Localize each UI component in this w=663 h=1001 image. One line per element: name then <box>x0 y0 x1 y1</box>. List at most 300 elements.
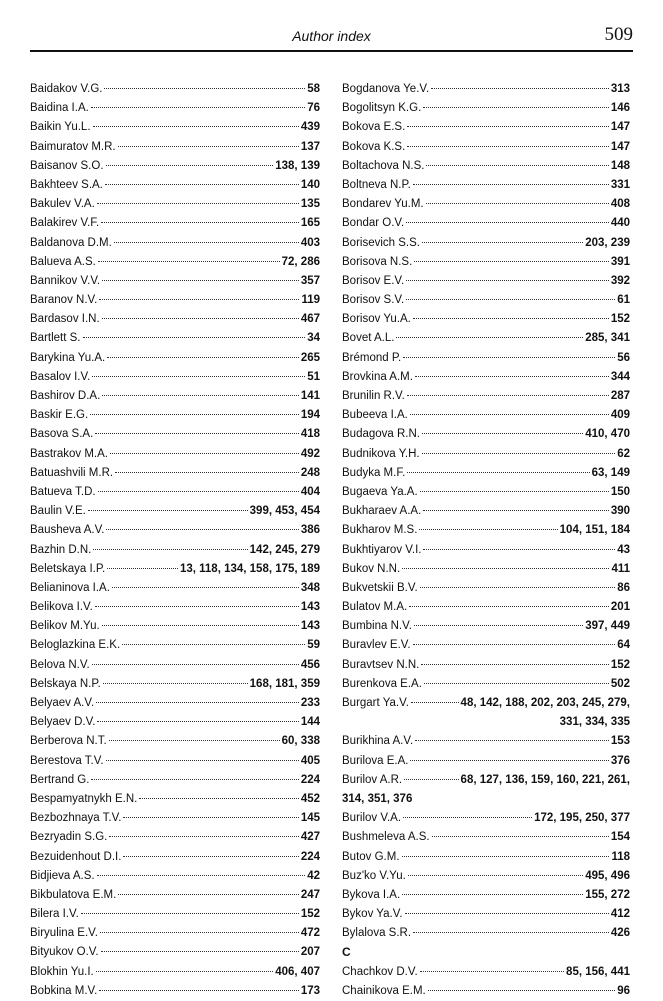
author-name: Bubeeva I.A. <box>342 409 408 422</box>
index-column-left <box>30 80 320 1001</box>
index-entry <box>342 406 630 425</box>
leader-dots <box>422 242 583 243</box>
leader-dots <box>95 606 299 607</box>
index-entry <box>30 848 320 867</box>
author-name: Bokova E.S. <box>342 121 406 134</box>
leader-dots <box>413 932 609 933</box>
author-name: Budnikova Y.H. <box>342 447 420 460</box>
page-references: 265 <box>300 351 320 364</box>
index-entry <box>30 368 320 387</box>
page-references: 403 <box>300 236 320 249</box>
author-name: Bobkina M.V. <box>30 984 98 997</box>
author-name: Bityukov O.V. <box>30 946 99 959</box>
page-references: 141 <box>300 390 320 402</box>
author-name: Burikhina A.V. <box>342 735 414 748</box>
page-references: 60, 338 <box>281 735 320 748</box>
author-name: Budyka M.F. <box>342 466 406 479</box>
page-references: 376 <box>610 754 630 767</box>
index-entry <box>30 445 320 464</box>
leader-dots <box>403 357 615 358</box>
index-entry <box>30 387 320 406</box>
header-rule <box>30 50 633 52</box>
leader-dots <box>92 664 299 665</box>
leader-dots <box>102 395 299 396</box>
leader-dots <box>432 836 609 837</box>
author-name: Bugaeva Ya.A. <box>342 485 418 498</box>
author-name: Brémond P. <box>342 351 402 364</box>
leader-dots <box>403 817 532 818</box>
page-references: 119 <box>301 294 320 307</box>
page-references: 399, 453, 454 <box>249 505 320 518</box>
author-name: Bezuidenhout D.I. <box>30 850 122 863</box>
author-name: Bukharaev A.A. <box>342 505 422 518</box>
author-name: Basalov I.V. <box>30 370 91 383</box>
index-entry <box>30 253 320 272</box>
author-name: Bertrand G. <box>30 773 90 786</box>
leader-dots <box>402 856 610 857</box>
leader-dots <box>118 146 299 147</box>
leader-dots <box>97 203 299 204</box>
page-references: 64 <box>617 639 630 652</box>
index-entry <box>30 867 320 886</box>
author-name: Bukvetskii B.V. <box>342 581 418 594</box>
leader-dots <box>123 817 298 818</box>
index-entry <box>342 349 630 368</box>
page-references: 404 <box>300 485 320 498</box>
author-name: Bastrakov M.A. <box>30 447 108 460</box>
index-section-letter: C <box>342 945 351 960</box>
page-references: 144 <box>300 716 320 729</box>
index-entry <box>30 541 320 560</box>
page-references: 143 <box>300 620 320 633</box>
page-references: 72, 286 <box>281 255 320 268</box>
leader-dots <box>91 779 298 780</box>
author-name: Balueva A.S. <box>30 255 96 268</box>
leader-dots <box>402 568 609 569</box>
leader-dots <box>102 625 299 626</box>
page-references: 392 <box>610 274 630 287</box>
index-entry <box>342 502 630 521</box>
author-name: Baldanova D.M. <box>30 236 112 249</box>
page-references: 411 <box>611 562 630 575</box>
author-name: Bumbina N.V. <box>342 620 412 633</box>
leader-dots <box>413 318 609 319</box>
page-references: 152 <box>610 658 630 671</box>
index-entry <box>342 886 630 905</box>
index-entry <box>30 886 320 905</box>
index-entry <box>30 138 320 157</box>
author-name: Belianinova I.A. <box>30 581 110 594</box>
author-name: Bakhteev S.A. <box>30 178 103 191</box>
leader-dots <box>107 357 299 358</box>
page-references: 313 <box>610 83 630 95</box>
author-name: Burilov A.R. <box>342 773 403 786</box>
index-entry <box>342 272 630 291</box>
page-references: 331 <box>610 178 630 191</box>
page-references: 287 <box>610 390 630 402</box>
leader-dots <box>100 932 299 933</box>
author-name: Bykova I.A. <box>342 888 401 901</box>
author-name: Bikbulatova E.M. <box>30 888 117 901</box>
page-references: 248 <box>300 466 320 479</box>
page-references: 172, 195, 250, 377 <box>534 812 630 825</box>
author-name: Brunilin R.V. <box>342 390 405 402</box>
index-entry <box>30 752 320 771</box>
leader-dots <box>422 433 583 434</box>
leader-dots <box>110 453 299 454</box>
index-entry <box>30 425 320 444</box>
index-entry <box>30 521 320 540</box>
leader-dots <box>409 606 609 607</box>
author-name: Borisevich S.S. <box>342 236 420 249</box>
author-name: Bannikov V.V. <box>30 274 101 287</box>
leader-dots <box>410 414 609 415</box>
index-entry <box>342 80 630 99</box>
index-entry <box>30 579 320 598</box>
index-entry <box>30 483 320 502</box>
leader-dots <box>415 740 609 741</box>
page-references: 173 <box>300 984 320 997</box>
index-entry <box>342 982 630 1001</box>
page-references: 502 <box>610 677 630 690</box>
index-entry <box>30 502 320 521</box>
leader-dots <box>420 587 616 588</box>
author-name: Boltachova N.S. <box>342 159 425 172</box>
leader-dots <box>101 222 299 223</box>
leader-dots <box>106 529 298 530</box>
leader-dots <box>411 702 459 703</box>
index-entry <box>30 99 320 118</box>
page-references: 472 <box>300 927 320 940</box>
page-references: 285, 341 <box>585 332 630 345</box>
leader-dots <box>92 376 305 377</box>
leader-dots <box>424 683 609 684</box>
index-entry <box>342 445 630 464</box>
page-references: 150 <box>610 485 630 498</box>
page-references: 233 <box>300 697 320 709</box>
index-entry <box>342 809 630 828</box>
author-name: Burilova E.A. <box>342 754 409 767</box>
author-name: Bylalova S.R. <box>342 927 412 940</box>
page-references: 59 <box>307 639 320 652</box>
index-entry <box>342 214 630 233</box>
author-name: Bukharov M.S. <box>342 524 418 537</box>
author-name: Bardasov I.N. <box>30 313 100 326</box>
leader-dots <box>420 491 609 492</box>
page-references: 391 <box>610 255 630 268</box>
author-name: Belyaev A.V. <box>30 697 95 709</box>
leader-dots <box>90 414 299 415</box>
page-references: 406, 407 <box>275 965 320 978</box>
page-references: 390 <box>610 505 630 518</box>
author-name: Chainikova E.M. <box>342 984 426 997</box>
index-entry <box>342 541 630 560</box>
page-references: 118 <box>611 850 630 863</box>
page-references: 426 <box>610 927 630 940</box>
page-references: 135 <box>300 198 320 211</box>
page-references: 456 <box>300 658 320 671</box>
page-references: 467 <box>300 313 320 326</box>
author-name: Bogolitsyn K.G. <box>342 102 422 115</box>
index-entry <box>30 905 320 924</box>
leader-dots <box>139 798 298 799</box>
leader-dots <box>93 549 247 550</box>
page-references: 418 <box>300 428 320 441</box>
leader-dots <box>102 280 299 281</box>
index-entry <box>342 867 630 886</box>
leader-dots <box>408 875 583 876</box>
index-entry <box>30 809 320 828</box>
index-entry <box>30 598 320 617</box>
page-references: 405 <box>300 754 320 767</box>
index-entry <box>342 138 630 157</box>
author-name: Baisanov S.O. <box>30 159 104 172</box>
page-references: 86 <box>617 581 630 594</box>
leader-dots <box>105 184 299 185</box>
index-entry <box>342 752 630 771</box>
author-name: Bilera I.V. <box>30 908 79 921</box>
page-references: 42 <box>307 869 320 882</box>
author-name: Bondarev Yu.M. <box>342 198 424 211</box>
index-entry <box>30 617 320 636</box>
index-entry <box>30 732 320 751</box>
page-references-continued: 314, 351, 376 <box>342 792 413 805</box>
index-entry <box>30 118 320 137</box>
author-name: Borisov S.V. <box>342 294 405 307</box>
author-name: Baidakov V.G. <box>30 83 103 95</box>
leader-dots <box>107 568 178 569</box>
index-entry <box>30 713 320 732</box>
leader-dots <box>96 971 274 972</box>
index-entry <box>342 329 630 348</box>
page-references: 344 <box>610 370 630 383</box>
leader-dots <box>123 856 298 857</box>
leader-dots <box>406 280 609 281</box>
page-references: 104, 151, 184 <box>559 524 630 537</box>
leader-dots <box>410 760 608 761</box>
author-name: Bokova K.S. <box>342 140 406 153</box>
index-entry <box>342 483 630 502</box>
page-references: 224 <box>300 850 320 863</box>
author-name: Batueva T.D. <box>30 485 96 498</box>
page-references: 153 <box>610 735 630 748</box>
leader-dots <box>407 146 609 147</box>
index-entry <box>30 80 320 99</box>
index-entry <box>342 924 630 943</box>
page-references: 452 <box>300 792 320 805</box>
index-entry <box>30 310 320 329</box>
index-entry <box>342 598 630 617</box>
index-entry <box>342 617 630 636</box>
index-entry <box>30 963 320 982</box>
index-entry <box>30 675 320 694</box>
author-name: Belskaya N.P. <box>30 677 101 690</box>
leader-dots <box>415 376 609 377</box>
index-entry <box>30 924 320 943</box>
leader-dots <box>407 395 609 396</box>
index-entry <box>30 636 320 655</box>
page-references: 13, 118, 134, 158, 175, 189 <box>179 562 320 575</box>
author-name: Bondar O.V. <box>342 217 405 230</box>
leader-dots <box>404 779 458 780</box>
author-name: Brovkina A.M. <box>342 370 413 383</box>
page-references: 56 <box>617 351 630 364</box>
page-references: 62 <box>617 447 630 460</box>
index-entry <box>30 234 320 253</box>
author-name: Blokhin Yu.I. <box>30 965 94 978</box>
page-references: 137 <box>300 140 320 153</box>
page-references: 155, 272 <box>585 888 630 901</box>
page-references: 439 <box>300 121 320 134</box>
leader-dots <box>406 299 615 300</box>
author-name: Budagova R.N. <box>342 428 420 441</box>
page-references: 348 <box>300 581 320 594</box>
leader-dots <box>406 222 609 223</box>
running-title: Author index <box>292 28 371 44</box>
index-entry <box>30 329 320 348</box>
leader-dots <box>81 913 299 914</box>
page-references: 145 <box>300 812 320 825</box>
author-name: Bulatov M.A. <box>342 601 408 614</box>
author-name: Berberova N.T. <box>30 735 107 748</box>
index-entry <box>30 406 320 425</box>
leader-dots <box>98 261 280 262</box>
page-references: 492 <box>300 447 320 460</box>
author-name: Bovet A.L. <box>342 332 395 345</box>
author-name: Borisova N.S. <box>342 255 413 268</box>
author-name: Chachkov D.V. <box>342 965 418 978</box>
page-references: 68, 127, 136, 159, 160, 221, 261, <box>460 773 630 786</box>
author-name: Burilov V.A. <box>342 812 402 825</box>
author-name: Beloglazkina E.K. <box>30 639 121 652</box>
leader-dots <box>414 261 609 262</box>
index-entry <box>342 675 630 694</box>
author-name: Belyaev D.V. <box>30 716 96 729</box>
leader-dots <box>99 990 298 991</box>
index-entry <box>30 464 320 483</box>
index-entry <box>342 234 630 253</box>
author-name: Bushmeleva A.S. <box>342 831 430 844</box>
author-name: Batuashvili M.R. <box>30 466 114 479</box>
author-name: Burenkova E.A. <box>342 677 422 690</box>
author-name: Berestova T.V. <box>30 754 104 767</box>
page-references: 140 <box>300 178 320 191</box>
author-name: Biryulina E.V. <box>30 927 98 940</box>
page-header <box>30 24 633 48</box>
page-references: 410, 470 <box>585 428 630 441</box>
index-entry <box>342 828 630 847</box>
leader-dots <box>426 203 609 204</box>
index-entry <box>30 828 320 847</box>
page-references: 408 <box>610 198 630 211</box>
leader-dots <box>426 165 608 166</box>
index-entry <box>30 771 320 790</box>
page-references: 247 <box>300 888 320 901</box>
author-name: Buz'ko V.Yu. <box>342 869 406 882</box>
page-references-continued: 331, 334, 335 <box>559 716 630 729</box>
page-number: 509 <box>604 24 633 45</box>
author-name: Buravlev E.V. <box>342 639 411 652</box>
page-references: 85, 156, 441 <box>566 965 630 978</box>
page-references: 43 <box>617 543 630 556</box>
leader-dots <box>419 529 557 530</box>
leader-dots <box>93 126 299 127</box>
index-entry <box>342 771 630 790</box>
author-name: Bakulev V.A. <box>30 198 95 211</box>
page-references: 76 <box>307 102 320 115</box>
index-entry <box>30 176 320 195</box>
index-entry <box>342 636 630 655</box>
leader-dots <box>402 894 583 895</box>
leader-dots <box>102 318 299 319</box>
author-name: Baimuratov M.R. <box>30 140 116 153</box>
index-entry <box>30 272 320 291</box>
page-references: 427 <box>300 831 320 844</box>
index-entry <box>342 176 630 195</box>
author-name: Buravtsev N.N. <box>342 658 420 671</box>
leader-dots <box>109 836 298 837</box>
author-name: Butov G.M. <box>342 850 400 863</box>
author-name: Bukov N.N. <box>342 562 401 575</box>
leader-dots <box>98 491 299 492</box>
author-name: Bespamyatnykh E.N. <box>30 792 138 805</box>
page-references: 142, 245, 279 <box>249 543 320 556</box>
page-references: 147 <box>610 140 630 153</box>
leader-dots <box>88 510 248 511</box>
page-references: 146 <box>610 102 630 115</box>
author-name: Bartlett S. <box>30 332 81 345</box>
page-references: 357 <box>300 274 320 287</box>
leader-dots <box>99 299 299 300</box>
page-references: 138, 139 <box>275 159 320 172</box>
leader-dots <box>96 702 299 703</box>
leader-dots <box>421 664 608 665</box>
leader-dots <box>97 721 298 722</box>
leader-dots <box>109 740 280 741</box>
index-entry <box>342 464 630 483</box>
page-references: 165 <box>300 217 320 230</box>
author-name: Bashirov D.A. <box>30 390 101 402</box>
author-name: Belikov M.Yu. <box>30 620 100 633</box>
index-entry <box>30 291 320 310</box>
author-name: Baranov N.V. <box>30 294 98 307</box>
index-entry <box>342 368 630 387</box>
page-references: 34 <box>307 332 320 345</box>
author-name: Bogdanova Ye.V. <box>342 83 430 95</box>
page-references: 147 <box>610 121 630 134</box>
index-entry <box>30 157 320 176</box>
author-name: Borisov E.V. <box>342 274 405 287</box>
author-name: Barykina Yu.A. <box>30 351 106 364</box>
author-name: Baskir E.G. <box>30 409 89 422</box>
index-entry <box>30 656 320 675</box>
page-references: 154 <box>610 831 630 844</box>
author-name: Borisov Yu.A. <box>342 313 411 326</box>
page-references: 148 <box>610 159 630 172</box>
author-name: Baikin Yu.L. <box>30 121 91 134</box>
author-name: Bukhtiyarov V.I. <box>342 543 422 556</box>
index-entry <box>342 157 630 176</box>
index-entry <box>342 905 630 924</box>
page-references: 48, 142, 188, 202, 203, 245, 279, <box>460 697 630 709</box>
page-references: 96 <box>617 984 630 997</box>
index-entry <box>30 694 320 713</box>
page-references: 409 <box>610 409 630 422</box>
index-entry <box>342 291 630 310</box>
leader-dots <box>423 549 615 550</box>
leader-dots <box>407 472 589 473</box>
index-entry <box>30 214 320 233</box>
